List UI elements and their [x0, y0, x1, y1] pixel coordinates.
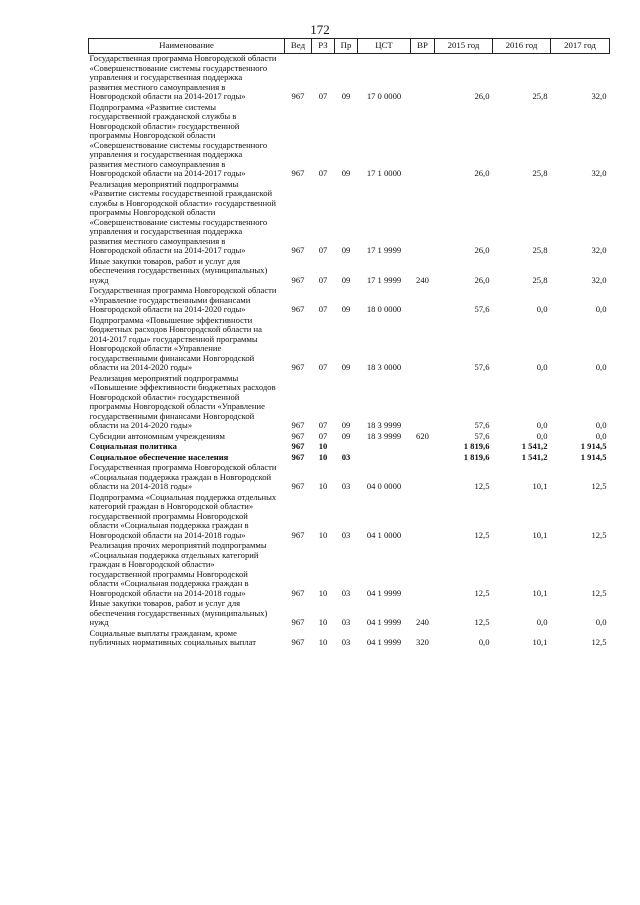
row-ved: 967 — [291, 168, 305, 178]
row-amount-2015: 26,0 — [474, 168, 490, 178]
row-vr — [411, 541, 435, 599]
row-pr: 03 — [341, 587, 351, 598]
table-row — [89, 442, 610, 453]
row-cst: 17 1 0000 — [366, 168, 402, 178]
row-vr: 320 — [416, 637, 429, 647]
row-ved: 967 — [291, 617, 305, 627]
row-amount-2015: 26,0 — [474, 91, 490, 101]
row-cst: 04 0 0000 — [366, 481, 402, 491]
row-name: Государственная программа Новгородской области «Совершенствование системы государственного управления и государственная поддержка развития местного самоуправления в Новгородской области на 2014-2017 годы» — [89, 53, 277, 101]
table-row — [89, 286, 610, 316]
row-amount-2015: 12,5 — [474, 617, 490, 627]
row-amount-2017: 32,0 — [591, 245, 607, 255]
table-header-row — [89, 39, 610, 54]
row-amount-2016: 25,8 — [532, 274, 548, 285]
row-ved: 967 — [291, 91, 305, 101]
row-vr — [411, 103, 435, 180]
row-name: Субсидии автономным учреждениям — [89, 430, 225, 441]
row-amount-2017: 0,0 — [595, 304, 607, 314]
header-2016: 2016 год — [493, 39, 551, 54]
row-rz: 10 — [318, 441, 328, 451]
row-ved: 967 — [291, 304, 305, 314]
row-cst: 04 1 0000 — [366, 529, 402, 540]
row-vr — [411, 316, 435, 374]
row-amount-2015: 12,5 — [474, 587, 490, 598]
row-ved: 967 — [291, 430, 305, 441]
row-amount-2016: 0,0 — [536, 617, 548, 627]
row-rz: 07 — [318, 168, 328, 178]
row-vr — [411, 180, 435, 257]
page-number: 172 — [310, 22, 330, 37]
row-amount-2017: 32,0 — [591, 168, 607, 178]
row-ved: 967 — [291, 441, 305, 451]
row-cst: 04 1 9999 — [366, 587, 402, 598]
row-amount-2015: 26,0 — [474, 245, 490, 255]
row-amount-2017: 12,5 — [591, 529, 607, 540]
table-row — [89, 374, 610, 432]
row-rz: 07 — [318, 430, 328, 441]
row-cst: 18 3 0000 — [366, 362, 402, 372]
header-pr: Пр — [335, 39, 358, 54]
row-amount-2016: 1 541,2 — [521, 441, 548, 451]
row-rz: 07 — [318, 274, 328, 285]
row-ved: 967 — [291, 587, 305, 598]
table-row — [89, 629, 610, 649]
row-amount-2015: 0,0 — [478, 637, 490, 647]
row-pr: 09 — [341, 430, 351, 441]
row-name: Иные закупки товаров, работ и услуг для обеспечения государственных (муниципальных) нужд — [89, 255, 268, 285]
row-vr: 240 — [416, 617, 429, 627]
row-cst — [358, 442, 411, 453]
row-ved: 967 — [291, 420, 305, 430]
row-amount-2016: 10,1 — [532, 529, 548, 540]
table-row — [89, 493, 610, 542]
row-ved: 967 — [291, 245, 305, 255]
row-ved: 967 — [291, 274, 305, 285]
row-ved: 967 — [291, 529, 305, 540]
row-amount-2017: 32,0 — [591, 91, 607, 101]
row-amount-2016: 10,1 — [532, 587, 548, 598]
row-amount-2017: 0,0 — [595, 430, 607, 441]
row-name: Подпрограмма «Повышение эффективности бюджетных расходов Новгородской области на 2014-2017 годы» государственной программы Новгородской области «Управление государственными финансами Новгородской области на 2014-2020 годы» — [89, 314, 262, 372]
row-amount-2016: 10,1 — [532, 481, 548, 491]
row-ved: 967 — [291, 362, 305, 372]
row-cst: 17 1 9999 — [366, 274, 402, 285]
row-pr: 03 — [341, 451, 351, 462]
row-name: Реализация мероприятий подпрограммы «Повышение эффективности бюджетных расходов Новгородской области» государственной программы Новгородской области «Управление государственными финансами Новгородской области на 2014-2020 годы» — [89, 372, 276, 430]
row-ved: 967 — [291, 481, 305, 491]
table-row — [89, 103, 610, 180]
row-cst: 18 3 9999 — [366, 420, 402, 430]
row-pr: 09 — [341, 168, 351, 178]
row-amount-2015: 1 819,6 — [463, 441, 490, 451]
header-2015: 2015 год — [435, 39, 493, 54]
row-vr: 620 — [416, 430, 429, 441]
table-row — [89, 463, 610, 493]
row-amount-2016: 0,0 — [536, 362, 548, 372]
row-amount-2017: 12,5 — [591, 587, 607, 598]
row-name: Социальные выплаты гражданам, кроме публичных нормативных социальных выплат — [89, 627, 257, 647]
row-name: Подпрограмма «Социальная поддержка отдельных категорий граждан в Новгородской области» государственной программы Новгородской области «Социальная поддержка граждан в Новгородской области на 2014-2018 годы» — [89, 491, 277, 540]
row-amount-2016: 0,0 — [536, 430, 548, 441]
row-rz: 07 — [318, 304, 328, 314]
header-cst: ЦСТ — [358, 39, 411, 54]
table-row — [89, 180, 610, 257]
row-cst: 04 1 9999 — [366, 617, 402, 627]
header-name: Наименование — [89, 39, 285, 54]
row-name: Социальная политика — [89, 441, 177, 451]
table-body — [89, 54, 610, 649]
row-rz: 07 — [318, 362, 328, 372]
row-amount-2015: 57,6 — [474, 304, 490, 314]
row-amount-2015: 57,6 — [474, 430, 490, 441]
row-pr: 09 — [341, 245, 351, 255]
row-amount-2015: 12,5 — [474, 481, 490, 491]
table-row — [89, 541, 610, 599]
row-amount-2015: 57,6 — [474, 362, 490, 372]
row-pr: 09 — [341, 304, 351, 314]
row-name: Государственная программа Новгородской области «Социальная поддержка граждан в Новгородской области на 2014-2018 годы» — [89, 462, 277, 491]
row-rz: 10 — [318, 529, 328, 540]
row-amount-2017: 32,0 — [591, 274, 607, 285]
row-amount-2016: 25,8 — [532, 91, 548, 101]
row-rz: 10 — [318, 587, 328, 598]
row-name: Реализация мероприятий подпрограммы «Развитие системы государственной гражданской службы в Новгородской области» государственной программы Новгородской области «Совершенствование системы государственного управления и государственная поддержка развития местного самоуправления в Новгородской области на 2014-2017 годы» — [89, 178, 277, 255]
row-pr — [335, 442, 358, 453]
row-vr — [411, 442, 435, 453]
row-rz: 10 — [318, 637, 328, 647]
row-name: Иные закупки товаров, работ и услуг для обеспечения государственных (муниципальных) нужд — [89, 598, 268, 627]
row-amount-2015: 57,6 — [474, 420, 490, 430]
row-name: Государственная программа Новгородской области «Управление государственными финансами Новгородской области на 2014-2020 годы» — [89, 285, 277, 314]
header-2017: 2017 год — [551, 39, 610, 54]
row-cst: 17 0 0000 — [366, 91, 402, 101]
row-cst: 04 1 9999 — [366, 637, 402, 647]
row-amount-2017: 12,5 — [591, 637, 607, 647]
row-pr: 03 — [341, 637, 351, 647]
table-row — [89, 599, 610, 629]
row-rz: 10 — [318, 481, 328, 491]
row-vr — [411, 453, 435, 464]
row-pr: 03 — [341, 481, 351, 491]
row-name: Подпрограмма «Развитие системы государственной гражданской службы в Новгородской области» государственной программы Новгородской области «Совершенствование системы государственного управления и государственная поддержка развития местного самоуправления в Новгородской области на 2014-2017 годы» — [89, 101, 268, 178]
row-amount-2015: 12,5 — [474, 529, 490, 540]
row-amount-2016: 25,8 — [532, 168, 548, 178]
row-pr: 09 — [341, 274, 351, 285]
row-pr: 09 — [341, 91, 351, 101]
row-vr — [411, 374, 435, 432]
row-amount-2016: 1 541,2 — [521, 451, 548, 462]
row-vr: 240 — [416, 274, 429, 285]
row-rz: 07 — [318, 245, 328, 255]
row-amount-2017: 0,0 — [595, 617, 607, 627]
row-cst: 18 0 0000 — [366, 304, 402, 314]
row-rz: 07 — [318, 91, 328, 101]
row-amount-2016: 0,0 — [536, 420, 548, 430]
header-rz: РЗ — [312, 39, 335, 54]
row-amount-2017: 1 914,5 — [580, 441, 607, 451]
row-vr — [411, 54, 435, 103]
header-ved: Вед — [285, 39, 312, 54]
row-ved: 967 — [291, 637, 305, 647]
row-amount-2016: 10,1 — [532, 637, 548, 647]
row-amount-2017: 0,0 — [595, 362, 607, 372]
row-amount-2015: 1 819,6 — [463, 451, 490, 462]
header-vr: ВР — [411, 39, 435, 54]
row-vr — [411, 493, 435, 542]
row-amount-2016: 25,8 — [532, 245, 548, 255]
row-cst: 17 1 9999 — [366, 245, 402, 255]
table-row — [89, 257, 610, 287]
row-rz: 10 — [318, 617, 328, 627]
budget-table — [88, 38, 610, 649]
row-vr — [411, 286, 435, 316]
row-amount-2017: 1 914,5 — [580, 451, 607, 462]
row-pr: 03 — [341, 529, 351, 540]
row-amount-2015: 26,0 — [474, 274, 490, 285]
row-pr: 09 — [341, 362, 351, 372]
row-pr: 03 — [341, 617, 351, 627]
row-name: Социальное обеспечение населения — [89, 451, 229, 462]
row-amount-2017: 0,0 — [595, 420, 607, 430]
table-row — [89, 54, 610, 103]
table-row — [89, 316, 610, 374]
row-amount-2016: 0,0 — [536, 304, 548, 314]
row-cst — [358, 453, 411, 464]
row-cst: 18 3 9999 — [366, 430, 402, 441]
row-vr — [411, 463, 435, 493]
row-ved: 967 — [291, 451, 305, 462]
row-rz: 10 — [318, 451, 328, 462]
row-amount-2017: 12,5 — [591, 481, 607, 491]
row-rz: 07 — [318, 420, 328, 430]
row-pr: 09 — [341, 420, 351, 430]
row-name: Реализация прочих мероприятий подпрограммы «Социальная поддержка отдельных категорий граждан в Новгородской области» государственной программы Новгородской области «Социальная поддержка граждан в Новгородской области на 2014-2018 годы» — [89, 540, 267, 598]
